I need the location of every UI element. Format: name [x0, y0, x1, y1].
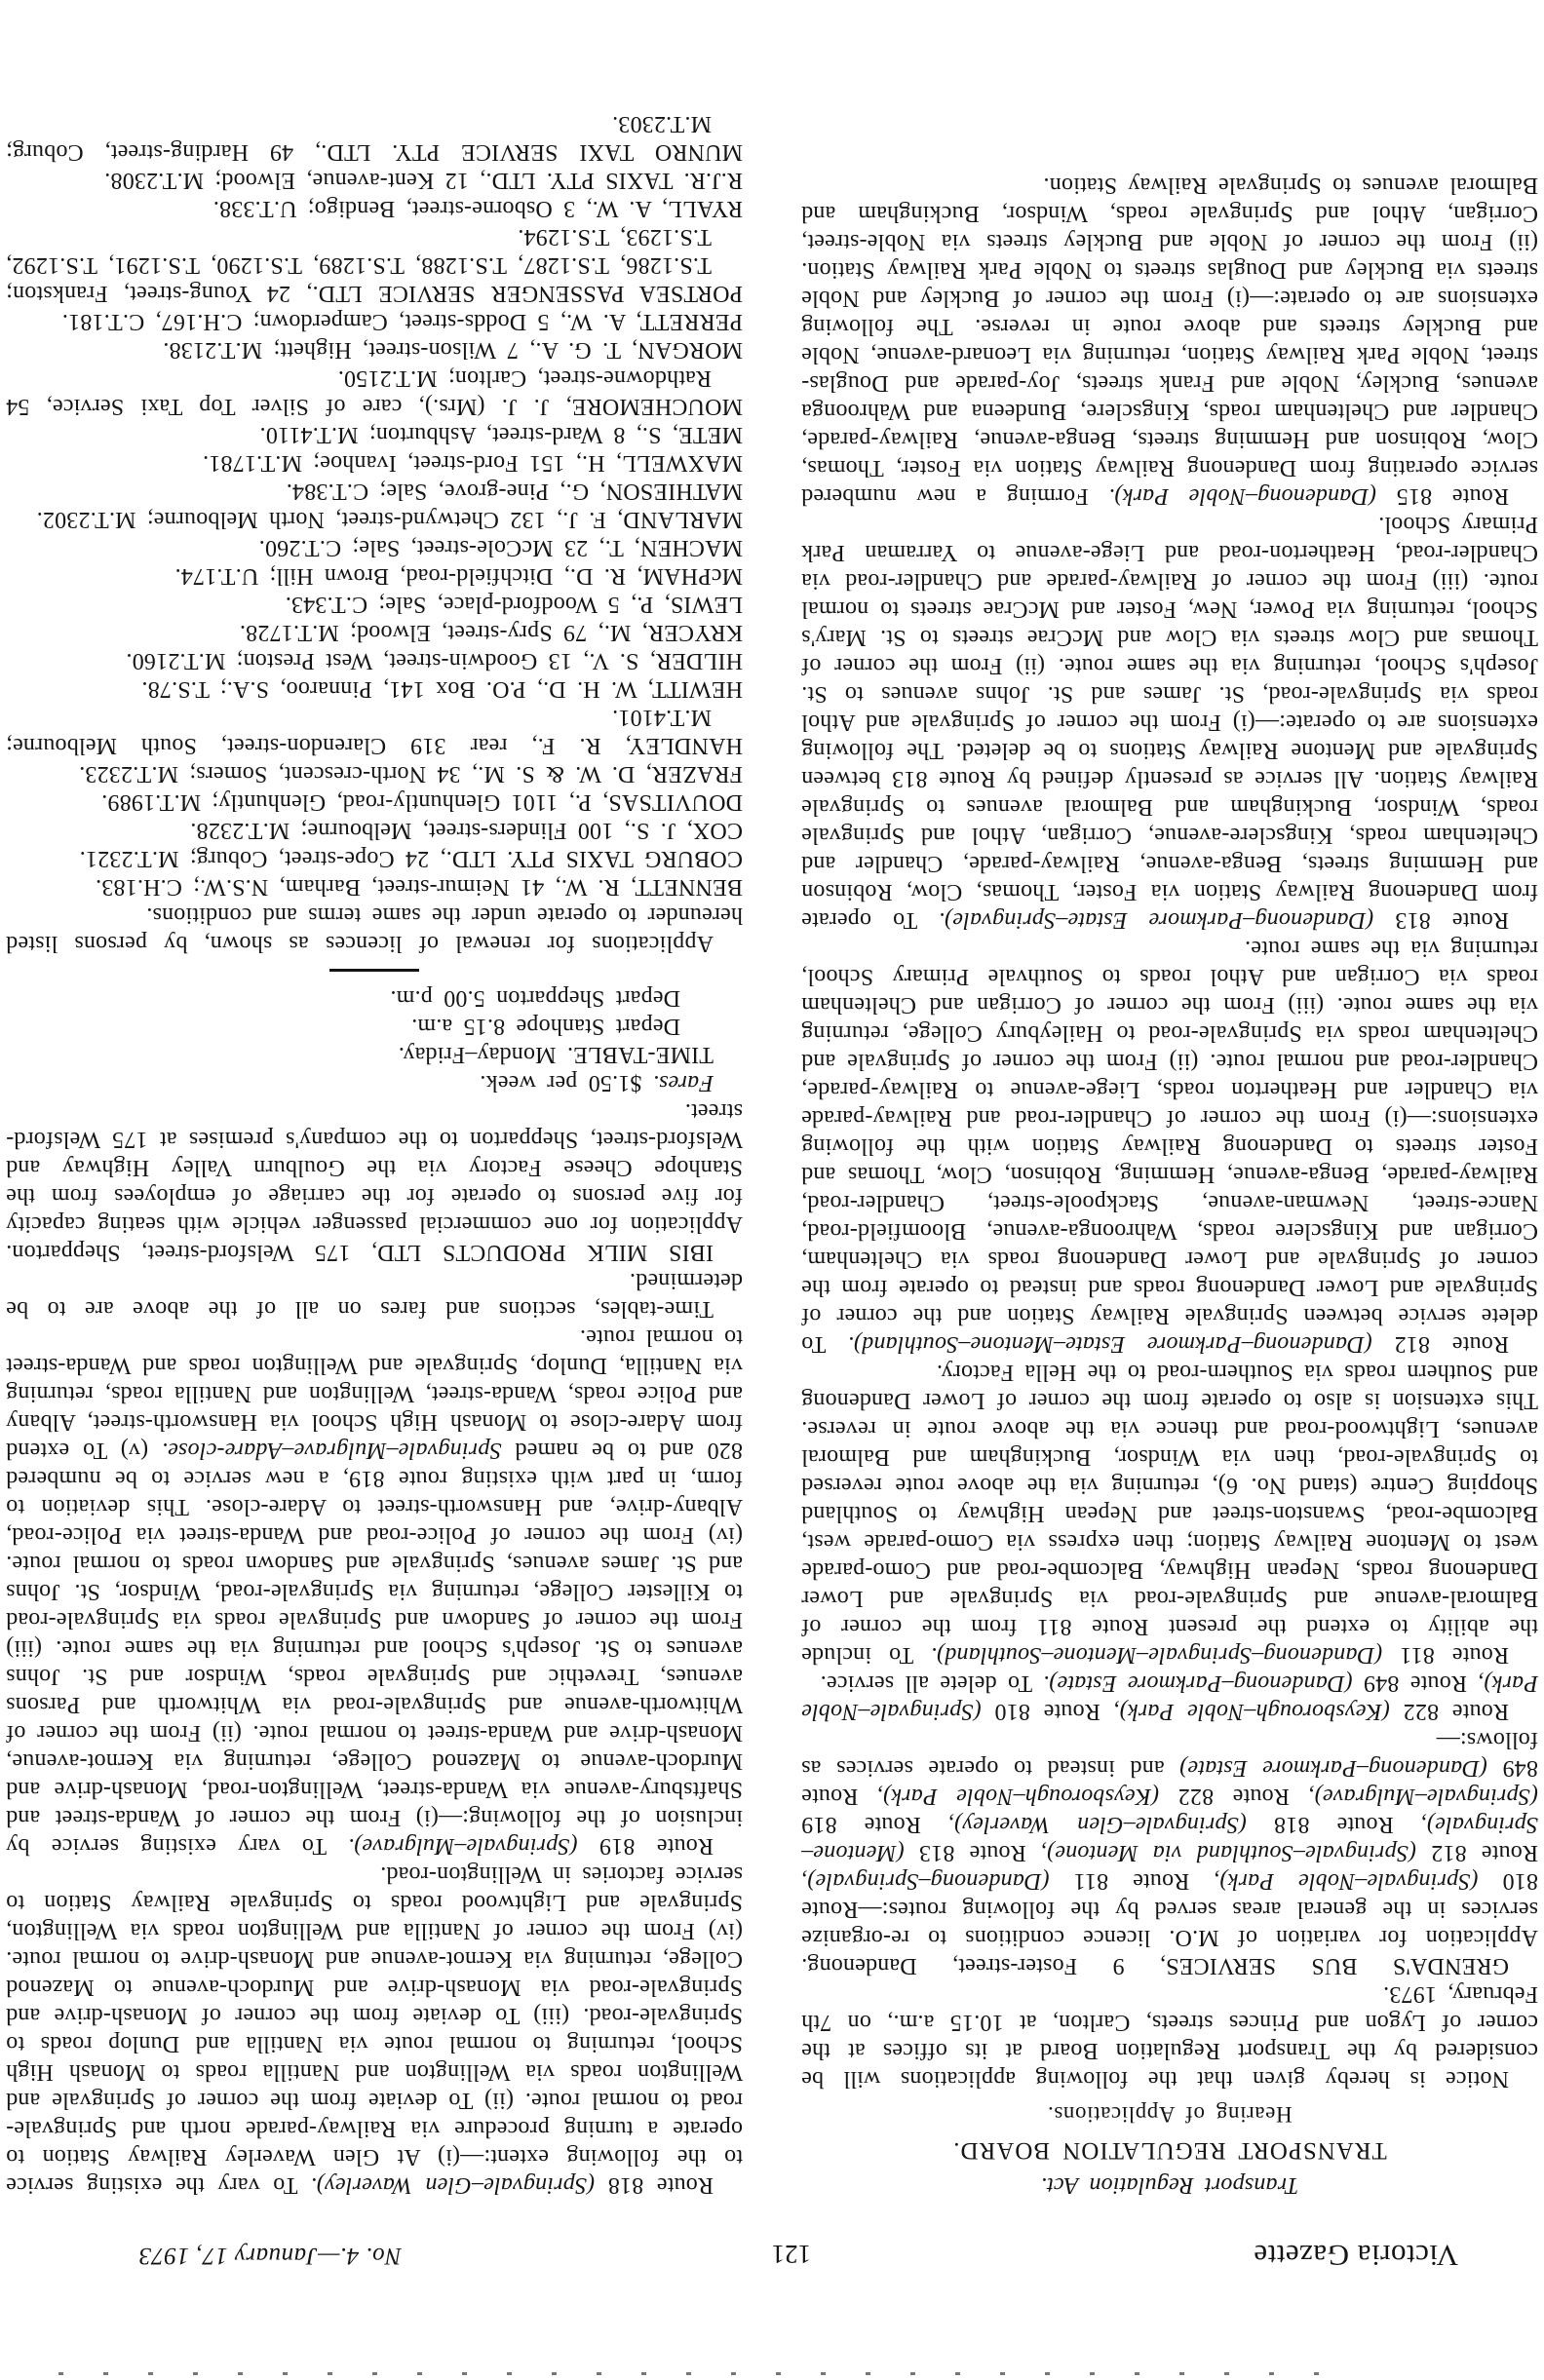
route-815-paragraph	[801, 171, 1538, 510]
text-run: Route 818	[595, 2172, 714, 2198]
text-run: IBIS MILK PRODUCTS LTD, 175 Welsford-street, Shepparton. Application for one commercial passenger vehicle with seating capacity for five persons to operate for the carriage of employees from the Stanhope Cheese Factory via the Goulburn Valley Highway and Welsford-street, Shepparton to the company's premises at 175 Welsford-street.	[6, 1098, 743, 1265]
route-818-paragraph	[6, 1860, 743, 2199]
text-run: Time-tables, sections and fares on all of the above are to be determined.	[6, 1268, 743, 1322]
determined-paragraph	[6, 1266, 743, 1323]
text-run: To include the ability to extend the present Route 811 from the corner of Balmoral-avenue and Springvale-road via Springvale and Lower Dandenong roads, Nepean Highway, Balcombe-road and Como-parade west to Mentone Railway Station; then express via Como-parade west, Balcombe-road, Swanston-street and Nepean Highway to Southland Shopping Centre (stand No. 6), returning via the above route reversed to Springvale-road, then via Windsor, Buckingham and Balmoral avenues, Lightwood-road and thence via the above route in reverse. This extension is also to operate from the corner of Lower Dandenong and Southern roads via Southern-road to the Hella Factory.	[801, 1360, 1538, 1668]
text-run: (Dandenong–Parkmore Estate)	[1179, 1755, 1487, 1781]
scan-artifact-line	[58, 2372, 1326, 2375]
text-run: (Dandenong–Springvale–Mentone–Southland).	[930, 1642, 1383, 1668]
text-run: GRENDA'S BUS SERVICES, 9 Foster-street, Dandenong. Application for variation of M.O. licence conditions to re-organize services in the general areas served by the following routes:—Route 810	[801, 1868, 1538, 1978]
renewal-entry: MARLAND, F. J., 132 Chetwynd-street, North Melbourne; M.T.2302.	[36, 507, 743, 532]
route-819-paragraph	[6, 1323, 743, 1860]
renewal-list	[6, 109, 743, 901]
act-title: Transport Regulation Act.	[1040, 2172, 1299, 2198]
left-column	[801, 171, 1538, 2199]
text-run: Route 822	[1389, 1699, 1509, 1724]
text-run: TIME-TABLE.	[556, 1042, 714, 1067]
text-run: Route 819	[577, 1833, 714, 1859]
renewal-entry: METE, S., 8 Ward-street, Ashburton; M.T.4110.	[259, 422, 743, 447]
text-run: Monday–Friday.	[398, 1042, 557, 1067]
text-run: (Springvale–Noble Park),	[800, 1670, 1538, 1724]
renewal-entry: RYALL, A. W., 3 Osborne-street, Bendigo; U.T.338.	[212, 196, 743, 221]
depart-shepparton-line: Depart Shepparton 5.00 p.m.	[390, 985, 680, 1011]
text-run: (Keysborough–Noble Park),	[1113, 1699, 1390, 1724]
page-number: 121	[771, 2240, 811, 2269]
text-run: (Keysborough–Noble Park),	[876, 1784, 1160, 1809]
text-run: Route 822	[1159, 1784, 1309, 1809]
text-run: Applications for renewal of licences as shown, by persons listed hereunder to operate under the same terms and conditions.	[6, 902, 743, 956]
text-run: Route 810	[981, 1699, 1114, 1724]
text-run: Route 818	[1246, 1812, 1421, 1837]
hearing-title: Hearing of Applications.	[1047, 2102, 1293, 2127]
route-813-paragraph	[801, 510, 1538, 934]
text-run: Route 813	[1373, 907, 1509, 933]
ibis-paragraph	[6, 1096, 743, 1266]
text-run: (v) To extend from Adare-close to Monash High School via Hansworth-street, Albany and Police roads, Wanda-street, Wellington and Nantilla roads, returning via Nantilla, Dunlop, Springvale and Wellington roads and Wanda-street to normal route.	[6, 1324, 743, 1463]
route-811-paragraph	[801, 1358, 1538, 1669]
text-run: (Dandenong–Noble Park).	[1108, 483, 1377, 509]
text-run: (Springvale–Mulgrave),	[1308, 1784, 1538, 1809]
text-run: (Springvale–Noble Park),	[1214, 1868, 1479, 1894]
text-run: To delete all service.	[820, 1670, 1043, 1696]
renewal-entry: PORTSEA PASSENGER SERVICE LTD., 24 Young-street, Frankston; T.S.1286, T.S.1287, T.S.1288, T.S.1289, T.S.1290, T.S.1291, T.S.1292, T.S.1293, T.S.1294.	[6, 224, 743, 306]
text-run: To operate from Dandenong Railway Station via Foster, Thomas, Clow, Robinson and Hemming streets, Benga-avenue, Railway-parade, Chandler and Cheltenham roads, Kingsclere-avenue, Corrigan, Athol and Springvale roads, Windsor, Buckingham and Balmoral avenues to Springvale Railway Station. All service as presently defined by Route 813 between Springvale and Mentone Railway Stations to be deleted. The following extensions are to operate:—(i) From the corner of Springvale and Athol roads via Springvale-road, St. James and St. Johns avenues to St. Joseph's School, returning via the same route. (ii) From the corner of Thomas and Clow streets via Clow and McCrae streets to St. Mary's School, returning via Power, New, Foster and McCrae streets to normal route. (iii) From the corner of Railway-parade and Chandler-road via Chandler-road, Heatherton-road and Liege-avenue to Yarraman Park Primary School.	[800, 512, 1538, 933]
text-run: $1.50 per week.	[480, 1070, 653, 1095]
section-divider	[329, 969, 419, 972]
depart-stanhope-line: Depart Stanhope 8.15 a.m.	[411, 1014, 680, 1039]
gazette-title: Victoria Gazette	[1253, 2239, 1458, 2273]
board-title: TRANSPORT REGULATION BOARD.	[952, 2137, 1387, 2164]
renewal-entry: FRAZER, D. W. & S. M., 34 North-crescent, Somers; M.T.2323.	[79, 761, 743, 787]
text-run: To vary the existing service to the following extent:—(i) At Glen Waverley Railway Station to operate a turning procedure via Railway-parade north and Springvale-road to normal route. (ii) To deviate from the corner of Springvale and Wellington roads via Wellington and Nantilla roads to Monash High School, returning to normal route via Nantilla and Dunlop roads to Springvale-road. (iii) To deviate from the corner of Monash-drive and Springvale-road via Monash-drive and Murdoch-avenue to Mazenod College, returning via Kernot-avenue and Monash-drive to normal route. (iv) From the corner of Nantilla and Wellington roads via Wellington, Springvale and Lightwood roads to Springvale Railway Station to service factories in Wellington-road.	[6, 1862, 743, 2198]
text-run: Route 815	[1376, 483, 1509, 509]
text-run: Route 849	[1352, 1670, 1479, 1696]
renewal-entry: MAXWELL, H., 151 Ford-street, Ivanhoe; M.T.1781.	[202, 450, 743, 476]
text-columns	[6, 109, 1538, 2199]
right-column	[6, 109, 743, 2199]
grenda-paragraph	[801, 1725, 1538, 1979]
text-run: (Dandenong–Parkmore Estate–Springvale).	[938, 907, 1374, 933]
text-run: (Springvale–Glen Waverley),	[947, 1812, 1247, 1837]
text-run: Forming a new numbered service operating from Dandenong Railway Station via Foster, Thomas, Clow, Robinson and Hemming streets, Benga-avenue, Railway-parade, Chandler and Cheltenham roads, Kingsclere, Bundeena and Wahroonga avenues, Buckley, Noble and Frank streets, Joy-parade and Douglas-street, Noble Park Railway Station, returning via Leonard-avenue, Noble and Buckley streets and above route in reverse. The following extensions are to operate:—(i) From the corner of Buckley and Noble streets via Buckley and Douglas streets to Noble Park Railway Station. (ii) From the corner of Noble and Buckley streets via Noble-street, Corrigan, Athol and Springvale roads, Windsor, Buckingham and Balmoral avenues to Springvale Railway Station.	[801, 173, 1538, 509]
text-run: To delete service between Springvale Railway Station and the corner of Springvale and Lower Dandenong roads and instead to operate from the corner of Springvale and Lower Dandenong roads via Cheltenham, Corrigan and Kingsclere roads, Wahroonga-avenue, Bloomfield-road, Nance-street, Newman-avenue, Stackpoole-street, Chandler-road, Railway-parade, Benga-avenue, Hemming, Robinson, Clow, Thomas and Foster streets to Dandenong Railway Station with the following extensions:—(i) From the corner of Chandler-road and Railway-parade via Chandler and Heatherton roads, Liege-avenue to Railway-parade, Chandler-road and normal route. (ii) From the corner of Springvale and Cheltenham roads via Springvale-road to Haileybury College, returning via the same route. (iii) From the corner of Corrigan and Cheltenham roads via Corrigan and Athol roads to Southvale Primary School, returning via the same route.	[800, 936, 1538, 1357]
text-run: Springvale–Mulgrave–Adare-close.	[161, 1438, 502, 1463]
renewal-entry: LEWIS, P., 5 Woodford-place, Sale; C.T.343.	[285, 592, 743, 617]
text-run: (Springvale–Mulgrave).	[347, 1833, 578, 1859]
text-run: and instead to operate services as follows:—	[801, 1727, 1538, 1781]
text-run: (Mentone–Springvale),	[800, 1812, 1538, 1865]
text-run: (Springvale–Southland via Mentone),	[1040, 1840, 1417, 1865]
renewal-entry: HILDER, S. V., 13 Goodwin-street, West Preston; M.T.2160.	[126, 648, 743, 673]
renewal-entry: MATHIESON, G., Pine-grove, Sale; C.T.384.	[286, 479, 743, 504]
renewal-entry: KRYCER, M., 79 Spry-street, Elwood; M.T.1728.	[239, 620, 743, 645]
renewal-entry: HANDLEY, R. F., rear 319 Clarendon-street, South Melbourne; M.T.4101.	[6, 705, 743, 758]
timetable-line	[6, 1040, 743, 1068]
renewal-entry: COBURG TAXIS PTY. LTD., 24 Cope-street, Coburg; M.T.2321.	[79, 846, 743, 871]
text-run: Route 819	[800, 1812, 948, 1837]
fares-line	[6, 1068, 743, 1096]
renewal-entry: HEWITT, W. H. D., P.O. Box 141, Pinnaroo, S.A.; T.S.78.	[141, 676, 743, 702]
renewal-entry: BENNETT, R. W., 41 Neimur-street, Barham, N.S.W.; C.H.183.	[95, 874, 743, 900]
page-header	[0, 2230, 1544, 2273]
renewal-entry: MACHEN, T., 23 McCole-street, Sale; C.T.260.	[258, 535, 743, 560]
renewal-entry: MOUCHEMORE, J. J. (Mrs.), care of Silver Top Taxi Service, 54 Rathdowne-street, Carlton; M.T.2150.	[6, 365, 743, 419]
text-run: To vary existing service by inclusion of the following:—(i) From the corner of Wanda-street and Shaftsbury-avenue via Wanda-street, Wellington-road, Monash-drive and Murdoch-avenue to Mazenod College, returning via Kernot-avenue, Monash-drive and Wanda-street to normal route. (ii) From the corner of Whitworth-avenue and Springvale-road via Whitworth and Parsons avenues, Trevethic and Springvale roads, Windsor and St. Johns avenues to St. Joseph's School and returning via the same route. (iii) From the corner of Sandown and Springvale roads via Springvale-road to Killester College, returning via Springvale-road, Windsor, St. Johns and St. James avenues, Springvale and Sandown roads to normal route. (iv) From the corner of Police-road and Wanda-street via Police-road, Albany-drive, and Hansworth-street to Adare-close. This deviation to form, in part with existing route 819, a new service to be numbered 820 and to be named	[5, 1438, 743, 1859]
renewal-entry: R.J.R. TAXIS PTY. LTD., 12 Kent-avenue, Elwood; M.T.2308.	[104, 168, 743, 193]
route-812-paragraph	[801, 934, 1538, 1358]
route-822-paragraph	[801, 1669, 1538, 1725]
renewal-entry: DOUVITSAS, P., 1101 Glenhuntly-road, Glenhuntly; M.T.1989.	[101, 789, 743, 815]
text-run: (Dandenong–Parkmore Estate–Mentone–Southland).	[847, 1331, 1372, 1357]
text-run: (Dandenong–Parkmore Estate).	[1042, 1670, 1353, 1696]
text-run: Route 811	[1049, 1868, 1215, 1894]
renewal-entry: MORGAN, T. G. A., 7 Wilson-street, Highett; M.T.2138.	[163, 337, 743, 363]
renewal-entry: McPHAM, R. D., Ditchfield-road, Brown Hill; U.T.174.	[174, 563, 743, 589]
text-run: Route 812	[1416, 1840, 1538, 1865]
text-run: Fares.	[652, 1070, 714, 1095]
text-run: Route 812	[1371, 1331, 1509, 1357]
text-run: Route 811	[1382, 1642, 1509, 1668]
issue-date: No. 4.—January 17, 1973	[138, 2243, 402, 2269]
notice-paragraph	[801, 1979, 1538, 2092]
renewal-entry: PERRETT, A. W., 5 Dodds-street, Camperdown; C.H.167, C.T.181.	[61, 309, 743, 334]
renewal-entry: COX, J. S., 100 Flinders-street, Melbourne; M.T.2328.	[190, 818, 743, 843]
text-run: (Dandenong–Springvale),	[801, 1868, 1050, 1894]
text-run: Notice is hereby given that the following applications will be considered by the Transport Regulation Board at its offices at the corner of Lygon and Princes streets, Carlton, at 10.15 a.m., on 7th February, 1973.	[801, 1981, 1538, 2092]
renewal-entry: MUNRO TAXI SERVICE PTY. LTD., 49 Harding-street, Coburg; M.T.2303.	[6, 111, 743, 165]
text-run: (Springvale–Glen Waverley).	[310, 2172, 596, 2198]
text-run: Route 849	[800, 1755, 1538, 1809]
renewal-intro-paragraph	[6, 901, 743, 957]
text-run: Route 813	[904, 1840, 1041, 1865]
